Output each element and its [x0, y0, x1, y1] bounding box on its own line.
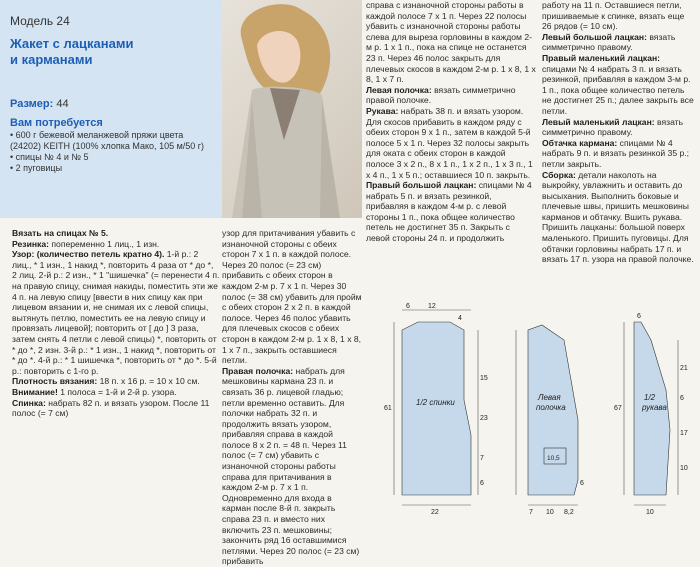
right-big-lapel-label: Правый большой лацкан: [366, 180, 477, 191]
dim-back-top-4: 4 [458, 315, 462, 322]
dim-back-15: 15 [480, 375, 488, 382]
attention-text: 1 полоса = 1-й и 2-й р. узора. [57, 386, 177, 397]
pattern-label: Узор: (количество петель кратно 4). [12, 249, 165, 260]
pattern-svg [366, 300, 700, 525]
gauge-label: Плотность вязания: [12, 376, 98, 387]
assembly-label: Сборка: [542, 169, 576, 180]
dim-sleeve-top: 6 [637, 313, 641, 320]
materials-item: • спицы № 4 и № 5 [10, 152, 89, 162]
pocket-trim-label: Обтачка кармана: [542, 137, 618, 148]
dim-back-height: 61 [384, 405, 392, 412]
size-value: 44 [56, 98, 69, 110]
column-2 [222, 228, 362, 567]
left-small-lapel-label: Левый маленький лацкан: [542, 116, 655, 127]
attention-label: Внимание! [12, 386, 58, 397]
size-label: Размер: [10, 98, 54, 110]
materials-item: • 600 г бежевой меланжевой пряжи цвета (24202) KEITH (100% хлопка Мако, 105 м/50 г) [10, 130, 205, 151]
back-piece-label: 1/2 спинки [416, 398, 455, 407]
dim-back-23: 23 [480, 415, 488, 422]
needles-note: Вязать на спицах № 5. [12, 228, 109, 238]
back-piece [402, 322, 471, 495]
dim-back-width: 22 [431, 509, 439, 516]
model-photo [222, 0, 362, 218]
left-big-lapel-label: Левый большой лацкан: [542, 31, 647, 42]
model-number: Модель 24 [10, 14, 70, 28]
title-line-2: и карманами [10, 52, 93, 67]
back-label: Спинка: [12, 397, 46, 408]
sleeve-label-2: рукава [642, 403, 667, 412]
dim-sleeve-17: 17 [680, 430, 688, 437]
dim-back-top-right: 12 [428, 303, 436, 310]
dim-sleeve-bottom: 10 [646, 509, 654, 516]
column-3 [366, 0, 536, 244]
left-front-label: Левая полочка: [366, 84, 432, 95]
left-front-text: вязать симметрично правой полочке. [366, 84, 516, 106]
sleeve-label-1: 1/2 [644, 393, 656, 402]
dim-front-6: 6 [580, 480, 584, 487]
pattern-diagrams [366, 300, 700, 525]
rib-text: попеременно 1 лиц., 1 изн. [49, 238, 160, 249]
right-small-lapel-label: Правый маленький лацкан: [542, 52, 661, 63]
dim-sleeve-21: 21 [680, 365, 688, 372]
materials-item: • 2 пуговицы [10, 163, 63, 173]
dim-pocket: 10,5 [547, 455, 560, 462]
front-piece-label-2: полочка [536, 403, 566, 412]
left-big-lapel-text: вязать симметрично правому. [542, 31, 676, 53]
sleeves-text: набрать 38 п. и вязать узором. Для скосов прибавить в каждом ряду с обеих сторон 9 х 1 п., затем в каждой 5-й полосе 5 х 1 п. Через 32 полосы закрыть для оката с обеих сторон в каждой полосе 3 х 2 п., 8 х 1 п., 1 х 2 п., 1 х 3 п., 1 х 4 п., 1 х 5 п.; оставшиеся 10 п. закрыть. [366, 105, 533, 180]
dim-sleeve-10: 10 [680, 465, 688, 472]
right-small-lapel-text: спицами № 4 набрать 3 п. и вязать резинкой, прибавляя в каждом 3-м р. 1 п., пока общее количество петель не достигнет 25 п.; далее закрыть все петли. [542, 63, 694, 116]
dim-back-6: 6 [480, 480, 484, 487]
title-line-1: Жакет с лацканами [10, 36, 134, 51]
dim-back-7: 7 [480, 455, 484, 462]
lapel-continued-text: работу на 11 п. Оставшиеся петли, пришиваемые к спинке, вязать еще 26 рядов (= 10 см). [542, 0, 685, 32]
page-title [10, 36, 210, 68]
dim-sleeve-height: 67 [614, 405, 622, 412]
dim-front-7: 7 [529, 509, 533, 516]
dim-back-top-left: 6 [406, 303, 410, 310]
sleeves-label: Рукава: [366, 105, 399, 116]
back-continued-text: узор для притачивания убавить с изнаночной стороны с обеих сторон 7 х 1 п. в каждой полосе. Через 20 полос (= 23 см) прибавить с обеих сторон в каждом 2-м р. 7 х 1 п. Через 30 полос (= 38 см) убавить для пройм с обеих сторон 2 х 2 п. в каждой полосе. Через 46 полос убавить для плечевых скосов с обеих сторон в каждом 2-м р. 1 х 8, 1 х 8, 1 х 7 п., закрыть оставшиеся петли. [222, 228, 362, 366]
column-4 [542, 0, 694, 265]
dim-front-10: 10 [546, 509, 554, 516]
back-text: набрать 82 п. и вязать узором. После 11 полос (= 7 см) [12, 397, 210, 419]
materials-heading: Вам потребуется [10, 117, 103, 129]
column-1 [12, 228, 220, 419]
right-big-lapel-text: спицами № 4 набрать 5 п. и вязать резинкой, прибавляя в каждом 4-м р. с левой стороны 1 п., пока общее количество петель не достигнет 35 п. Закрыть с левой стороны 24 п. и продолжить [366, 180, 532, 244]
gauge-text: 18 п. х 16 р. = 10 х 10 см. [97, 376, 200, 387]
model-photo-illustration [222, 0, 362, 218]
dim-front-82: 8,2 [564, 509, 574, 516]
assembly-text: детали наколоть на выкройку, увлажнить и оставить до высыхания. Выполнить боковые и плечевые швы, пришить мешковины карманов и обтачку. Вшить рукава. Пришить лацканы: большой поверх маленького. Пришить пуговицы. Для обтачки горловины набрать 17 п. и вязать 17 п. узора на правой полочке. [542, 169, 694, 265]
size-info [10, 98, 69, 110]
front-piece-label-1: Левая [538, 393, 561, 402]
pocket-trim-text: спицами № 4 набрать 9 п. и вязать резинкой 35 р.; петли закрыть. [542, 137, 690, 169]
left-small-lapel-text: вязать симметрично правому. [542, 116, 684, 138]
pattern-text: 1-й р.: 2 лиц., * 1 изн., 1 накид *, повторить 4 раза от * до *, 2 лиц. 2-й р.: 2 изн., * 1 "шишечка" (= перенести 4 п. на правую спицу, снимая накиды, поместить эти же 4 п. на левую спицу [ввести в них спицу как при лицевом вязании и, не снимая их с левой спицы, вытянуть петлю, поместить ее на левую спицу и провязать лицевой]; повторить от [ до ] 3 раза, затем снять 4 петли с левой спицы) *, повторить от * до *, 2 изн. 3-й р.: * 1 изн., 1 накид *, повторить от * до *. 4-й р.: * 1 шишечка *, повторить от * до *. 5-й р.: повторить с 1-го р. [12, 249, 220, 376]
rib-label: Резинка: [12, 238, 49, 249]
right-front-continued-text: справа с изнаночной стороны работы в каждой полосе 7 х 1 п. Через 22 полосы убавить с изнаночной стороны работы слева для выреза горловины в каждом 2-м р. 1 х 1 п., пока на спице не останется 23 п. Через 46 полос закрыть для плечевых скосов в каждом 2-м р. 1 х 8, 1 х 8, 1 х 7 п. [366, 0, 536, 85]
dim-sleeve-6: 6 [680, 395, 684, 402]
right-front-label: Правая полочка: [222, 365, 294, 376]
materials-list [10, 130, 215, 174]
right-front-text: набрать для мешковины кармана 23 п. и связать 36 р. лицевой гладью; петли временно оставить. Для полочки набрать 32 п. и продолжить вязать узором, прибавляя справа в каждой полосе 8 х 2 п. = 48 п. Через 11 полос (= 7 см) убавить с изнаночной стороны работы справа для притачивания в каждом 2-м р. 7 х 1 п. Одновременно для входа в карман после 8-й п. закрыть справа 23 п. и вместо них включить 23 п. мешковины; закончить ряд 16 оставшимися петлями. Через 20 полос (= 23 см) прибавить [222, 365, 360, 567]
